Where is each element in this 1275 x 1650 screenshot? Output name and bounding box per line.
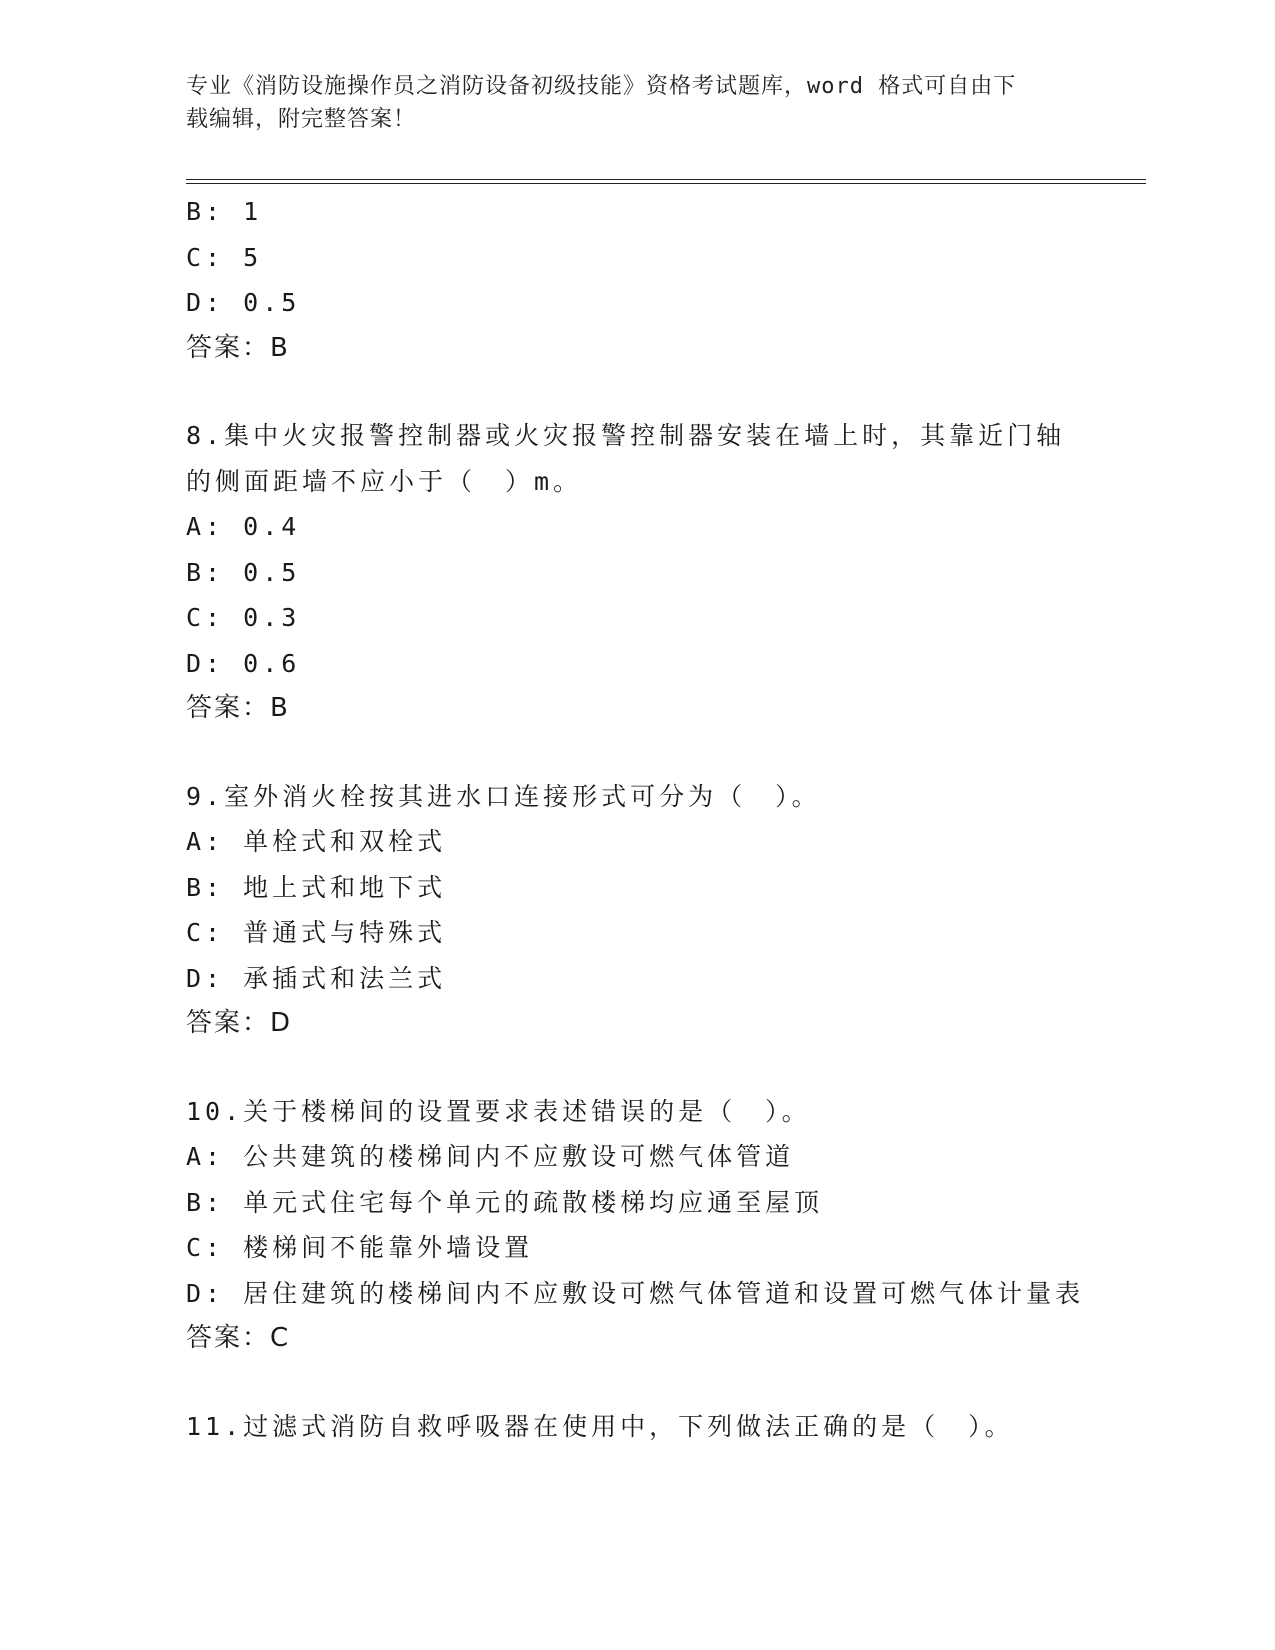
question-7 [186, 189, 1146, 371]
header-line-1: 专业《消防设施操作员之消防设备初级技能》资格考试题库，word 格式可自由下 [186, 74, 1017, 99]
header-line-2: 载编辑，附完整答案！ [186, 107, 417, 132]
question-10 [186, 1089, 1146, 1362]
page-header [186, 70, 1086, 136]
option-b: B: 1 [186, 197, 263, 226]
option-d: D: 承插式和法兰式 [186, 963, 447, 993]
option-b: B: 0.5 [186, 557, 301, 587]
header-divider-bottom [186, 183, 1146, 184]
question-9 [186, 774, 1146, 1047]
question-stem: 8.集中火灾报警控制器或火灾报警控制器安装在墙上时，其靠近门轴 [186, 421, 1066, 450]
option-a: A: 公共建筑的楼梯间内不应敷设可燃气体管道 [186, 1142, 795, 1171]
option-b: B: 地上式和地下式 [186, 872, 447, 902]
option-c: C: 5 [186, 242, 263, 272]
question-stem-continued: 的侧面距墙不应小于（ ）m。 [186, 466, 583, 496]
option-c: C: 楼梯间不能靠外墙设置 [186, 1233, 534, 1262]
question-stem: 11.过滤式消防自救呼吸器在使用中，下列做法正确的是（ ）。 [186, 1411, 1014, 1441]
option-d: D: 居住建筑的楼梯间内不应敷设可燃气体管道和设置可燃气体计量表 [186, 1278, 1085, 1308]
question-stem: 10.关于楼梯间的设置要求表述错误的是（ ）。 [186, 1096, 811, 1126]
question-11 [186, 1404, 1146, 1450]
option-d: D: 0.6 [186, 648, 301, 678]
option-a: A: 0.4 [186, 512, 301, 541]
option-c: C: 0.3 [186, 603, 301, 632]
answer: 答案：D [186, 1008, 293, 1038]
header-divider-top [186, 179, 1146, 180]
question-list [186, 189, 1146, 1449]
answer: 答案：C [186, 1323, 291, 1353]
answer: 答案：B [186, 332, 290, 363]
option-b: B: 单元式住宅每个单元的疏散楼梯均应通至屋顶 [186, 1187, 824, 1217]
answer: 答案：B [186, 693, 290, 723]
option-d: D: 0.5 [186, 288, 301, 317]
option-c: C: 普通式与特殊式 [186, 918, 447, 947]
option-a: A: 单栓式和双栓式 [186, 827, 447, 856]
question-8 [186, 413, 1146, 732]
question-stem: 9.室外消火栓按其进水口连接形式可分为（ ）。 [186, 781, 821, 811]
